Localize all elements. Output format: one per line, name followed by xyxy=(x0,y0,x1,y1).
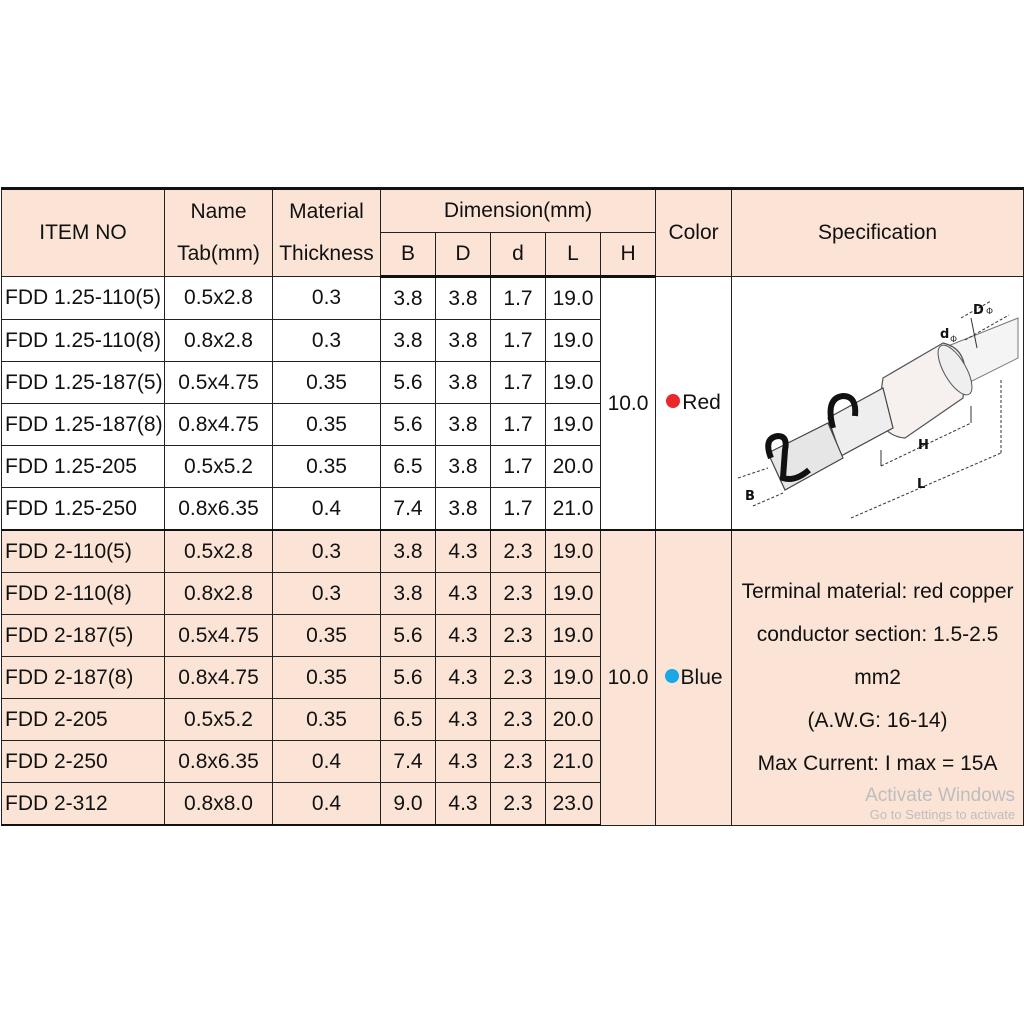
dim-d-small-cell: 1.7 xyxy=(491,488,546,531)
dim-b-cell: 3.8 xyxy=(381,277,436,320)
tab-cell: 0.8x6.35 xyxy=(165,488,273,531)
dim-d-big-cell: 4.3 xyxy=(436,573,491,615)
dim-l-cell: 21.0 xyxy=(546,488,601,531)
item-no-cell: FDD 1.25-205 xyxy=(2,446,165,488)
dim-d-small-cell: 1.7 xyxy=(491,362,546,404)
dim-d-small-cell: 2.3 xyxy=(491,699,546,741)
dim-d-small-cell: 1.7 xyxy=(491,320,546,362)
dim-d-big-cell: 4.3 xyxy=(436,699,491,741)
dim-b-cell: 7.4 xyxy=(381,488,436,531)
header-dim-h: H xyxy=(601,233,656,277)
dim-b-cell: 5.6 xyxy=(381,615,436,657)
dim-b-cell: 3.8 xyxy=(381,320,436,362)
thickness-cell: 0.35 xyxy=(273,699,381,741)
tab-cell: 0.5x4.75 xyxy=(165,362,273,404)
header-dim-b: B xyxy=(381,233,436,277)
dim-l-cell: 19.0 xyxy=(546,530,601,573)
thickness-cell: 0.3 xyxy=(273,530,381,573)
dim-d-big-cell: 3.8 xyxy=(436,404,491,446)
tab-cell: 0.5x2.8 xyxy=(165,277,273,320)
dim-b-cell: 6.5 xyxy=(381,699,436,741)
red-dot-icon xyxy=(666,394,680,408)
female-disconnect-terminal-diagram xyxy=(733,278,1023,528)
header-material-thickness xyxy=(273,189,381,277)
item-no-cell: FDD 1.25-110(5) xyxy=(2,277,165,320)
color-cell-blue xyxy=(656,530,732,825)
tab-cell: 0.5x4.75 xyxy=(165,615,273,657)
dim-d-small-cell: 2.3 xyxy=(491,615,546,657)
dim-l-cell: 20.0 xyxy=(546,699,601,741)
dim-d-small-cell: 2.3 xyxy=(491,657,546,699)
label-B: B xyxy=(744,489,755,504)
tab-cell: 0.8x6.35 xyxy=(165,741,273,783)
tab-cell: 0.8x2.8 xyxy=(165,320,273,362)
dim-b-cell: 5.6 xyxy=(381,404,436,446)
table-row xyxy=(2,530,1024,573)
header-item-no: ITEM NO xyxy=(2,189,165,277)
dim-b-cell: 3.8 xyxy=(381,573,436,615)
dim-h-cell-blue: 10.0 xyxy=(601,530,656,825)
item-no-cell: FDD 2-312 xyxy=(2,783,165,826)
tab-cell: 0.5x2.8 xyxy=(165,530,273,573)
label-d-phi: Φ xyxy=(949,335,957,345)
terminal-diagram-cell xyxy=(732,277,1024,531)
dim-b-cell: 5.6 xyxy=(381,362,436,404)
thickness-cell: 0.35 xyxy=(273,615,381,657)
dim-l-cell: 19.0 xyxy=(546,615,601,657)
item-no-cell: FDD 2-110(8) xyxy=(2,573,165,615)
label-H: H xyxy=(917,438,929,453)
spec-line-material: Terminal material: red copper xyxy=(741,580,1014,604)
header-dim-l: L xyxy=(546,233,601,277)
watermark-line2: Go to Settings to activate xyxy=(869,806,1016,822)
dim-d-small-cell: 2.3 xyxy=(491,783,546,826)
item-no-cell: FDD 1.25-187(8) xyxy=(2,404,165,446)
color-cell-red xyxy=(656,277,732,531)
header-dim-d-big: D xyxy=(436,233,491,277)
thickness-cell: 0.35 xyxy=(273,657,381,699)
specification-text-cell xyxy=(732,530,1024,825)
dim-l-cell: 19.0 xyxy=(546,573,601,615)
label-d: d xyxy=(939,327,949,342)
dim-d-big-cell: 4.3 xyxy=(436,783,491,826)
label-D: D xyxy=(972,303,984,318)
table-row xyxy=(2,277,1024,320)
item-no-cell: FDD 1.25-250 xyxy=(2,488,165,531)
thickness-cell: 0.4 xyxy=(273,488,381,531)
header-material-line2: Thickness xyxy=(279,242,374,265)
dim-d-big-cell: 4.3 xyxy=(436,657,491,699)
spec-line-awg: (A.W.G: 16-14) xyxy=(807,709,948,733)
header-specification: Specification xyxy=(732,189,1024,277)
dim-l-cell: 19.0 xyxy=(546,277,601,320)
color-label-red: Red xyxy=(682,391,721,414)
header-name-line1: Name xyxy=(190,200,247,223)
item-no-cell: FDD 1.25-110(8) xyxy=(2,320,165,362)
thickness-cell: 0.35 xyxy=(273,404,381,446)
dim-d-big-cell: 3.8 xyxy=(436,320,491,362)
tab-cell: 0.8x4.75 xyxy=(165,404,273,446)
dim-d-big-cell: 4.3 xyxy=(436,530,491,573)
activate-windows-watermark xyxy=(865,785,1015,823)
header-dimension: Dimension(mm) xyxy=(381,189,656,233)
item-no-cell: FDD 2-187(8) xyxy=(2,657,165,699)
dim-h-cell-red: 10.0 xyxy=(601,277,656,531)
thickness-cell: 0.35 xyxy=(273,362,381,404)
dim-b-cell: 5.6 xyxy=(381,657,436,699)
item-no-cell: FDD 2-110(5) xyxy=(2,530,165,573)
thickness-cell: 0.35 xyxy=(273,446,381,488)
header-name-tab xyxy=(165,189,273,277)
dim-l-cell: 19.0 xyxy=(546,320,601,362)
thickness-cell: 0.3 xyxy=(273,277,381,320)
dim-d-big-cell: 3.8 xyxy=(436,277,491,320)
thickness-cell: 0.3 xyxy=(273,320,381,362)
dim-l-cell: 21.0 xyxy=(546,741,601,783)
dim-d-big-cell: 3.8 xyxy=(436,362,491,404)
dim-l-cell: 19.0 xyxy=(546,657,601,699)
header-name-line2: Tab(mm) xyxy=(177,242,260,265)
dim-d-big-cell: 3.8 xyxy=(436,446,491,488)
spec-line-conductor: conductor section: 1.5-2.5 mm2 xyxy=(756,623,999,690)
header-color: Color xyxy=(656,189,732,277)
dim-l-cell: 23.0 xyxy=(546,783,601,826)
tab-cell: 0.8x4.75 xyxy=(165,657,273,699)
dim-d-big-cell: 3.8 xyxy=(436,488,491,531)
dim-d-small-cell: 2.3 xyxy=(491,530,546,573)
header-dim-d-small: d xyxy=(491,233,546,277)
dim-d-small-cell: 1.7 xyxy=(491,277,546,320)
item-no-cell: FDD 2-187(5) xyxy=(2,615,165,657)
item-no-cell: FDD 2-205 xyxy=(2,699,165,741)
spec-line-current: Max Current: I max = 15A xyxy=(757,752,998,776)
blue-dot-icon xyxy=(665,669,679,683)
dim-d-small-cell: 1.7 xyxy=(491,404,546,446)
tab-cell: 0.8x8.0 xyxy=(165,783,273,826)
dim-b-cell: 7.4 xyxy=(381,741,436,783)
watermark-line1: Activate Windows xyxy=(865,784,1016,806)
dim-l-cell: 19.0 xyxy=(546,362,601,404)
tab-cell: 0.5x5.2 xyxy=(165,699,273,741)
dim-d-big-cell: 4.3 xyxy=(436,615,491,657)
header-material-line1: Material xyxy=(289,200,364,223)
dim-l-cell: 20.0 xyxy=(546,446,601,488)
thickness-cell: 0.4 xyxy=(273,741,381,783)
dim-d-big-cell: 4.3 xyxy=(436,741,491,783)
tab-cell: 0.8x2.8 xyxy=(165,573,273,615)
label-L: L xyxy=(916,477,925,492)
dim-d-small-cell: 2.3 xyxy=(491,741,546,783)
specification-table xyxy=(1,187,1024,826)
dim-b-cell: 3.8 xyxy=(381,530,436,573)
thickness-cell: 0.4 xyxy=(273,783,381,826)
dim-l-cell: 19.0 xyxy=(546,404,601,446)
dim-b-cell: 9.0 xyxy=(381,783,436,826)
specification-text xyxy=(732,570,1023,785)
color-label-blue: Blue xyxy=(680,665,723,689)
item-no-cell: FDD 2-250 xyxy=(2,741,165,783)
dim-d-small-cell: 1.7 xyxy=(491,446,546,488)
thickness-cell: 0.3 xyxy=(273,573,381,615)
tab-cell: 0.5x5.2 xyxy=(165,446,273,488)
item-no-cell: FDD 1.25-187(5) xyxy=(2,362,165,404)
label-D-phi: Φ xyxy=(985,307,993,317)
dim-d-small-cell: 2.3 xyxy=(491,573,546,615)
dim-b-cell: 6.5 xyxy=(381,446,436,488)
